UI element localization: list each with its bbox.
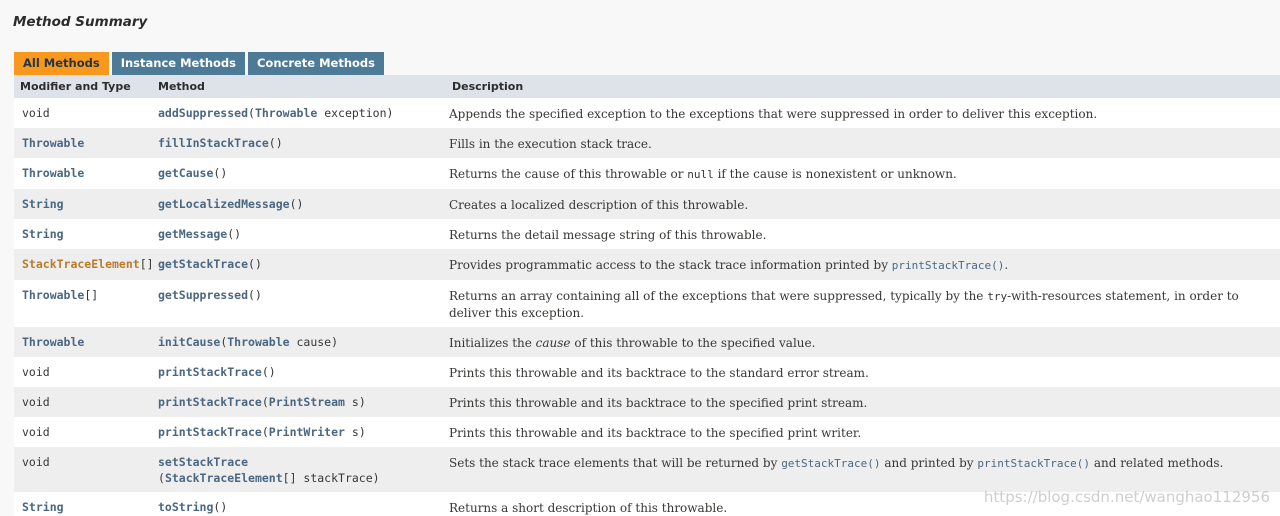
description-text: and printed by: [880, 456, 978, 470]
modifier-cell: [14, 189, 152, 219]
inline-code-link[interactable]: printStackTrace(): [891, 259, 1005, 272]
method-cell: [152, 128, 446, 158]
method-params: (): [261, 365, 276, 379]
modifier-type: void: [22, 455, 50, 469]
description-cell: [446, 219, 1280, 249]
description-text: -with-resources statement, in order to deliver this exception.: [449, 289, 1239, 320]
method-params: (: [158, 471, 165, 485]
array-suffix: []: [84, 288, 99, 302]
method-params: (): [268, 136, 283, 150]
description-cell: [446, 158, 1280, 189]
description-text: Prints this throwable and its backtrace to the standard error stream.: [449, 366, 869, 380]
method-link[interactable]: getSuppressed: [158, 288, 249, 302]
description-cell: [446, 280, 1280, 327]
watermark: https://blog.csdn.net/wanghao112956: [983, 488, 1270, 506]
method-cell: [152, 158, 446, 189]
table-row: [14, 158, 1280, 189]
modifier-cell: [14, 387, 152, 417]
inline-code-link[interactable]: getStackTrace(): [781, 457, 881, 470]
modifier-type-link[interactable]: Throwable: [22, 335, 85, 349]
column-header-method: Method: [158, 80, 205, 93]
description-text: Returns the detail message string of this throwable.: [449, 228, 767, 242]
table-row: [14, 327, 1280, 357]
modifier-type-link[interactable]: StackTraceElement: [22, 257, 140, 271]
method-link[interactable]: getCause: [158, 166, 214, 180]
section-title: Method Summary: [13, 14, 148, 30]
method-params: (: [261, 395, 269, 409]
description-cell: [446, 249, 1280, 280]
method-params: (): [213, 500, 228, 514]
description-text: .: [1004, 258, 1009, 272]
method-params: (): [227, 227, 242, 241]
tab-instance-methods[interactable]: Instance Methods: [112, 52, 245, 75]
description-text: Initializes the: [449, 336, 536, 350]
method-cell: [152, 387, 446, 417]
modifier-cell: [14, 158, 152, 189]
method-summary-table: [14, 75, 1280, 516]
method-link[interactable]: getLocalizedMessage: [158, 197, 290, 211]
method-params: exception): [317, 106, 394, 120]
table-row: [14, 249, 1280, 280]
description-text: Returns an array containing all of the exceptions that were suppressed, typically by the: [449, 289, 988, 303]
column-header-description: Description: [452, 80, 524, 93]
table-row: [14, 447, 1280, 492]
method-params: (): [248, 288, 262, 302]
table-row: [14, 98, 1280, 128]
modifier-type-link[interactable]: String: [22, 227, 64, 241]
description-text: if the cause is nonexistent or unknown.: [713, 167, 957, 181]
method-link[interactable]: getMessage: [158, 227, 228, 241]
table-row: [14, 387, 1280, 417]
method-link[interactable]: toString: [158, 500, 214, 514]
method-link[interactable]: getStackTrace: [158, 257, 249, 271]
method-link[interactable]: addSuppressed: [158, 106, 249, 120]
description-text: Sets the stack trace elements that will be returned by: [449, 456, 782, 470]
modifier-cell: [14, 327, 152, 357]
method-cell: [152, 189, 446, 219]
method-filter-tabs: [14, 52, 387, 75]
param-type-link[interactable]: PrintWriter: [268, 425, 345, 439]
description-text: Appends the specified exception to the exceptions that were suppressed in order to deliver this exception.: [449, 107, 1098, 121]
description-cell: [446, 387, 1280, 417]
method-link[interactable]: printStackTrace: [158, 395, 262, 409]
method-params: cause): [289, 335, 339, 349]
method-link[interactable]: printStackTrace: [158, 365, 262, 379]
method-cell: [152, 492, 446, 516]
table-header-row: [14, 75, 1280, 98]
param-type-link[interactable]: Throwable: [227, 335, 290, 349]
method-link[interactable]: printStackTrace: [158, 425, 262, 439]
modifier-cell: [14, 280, 152, 327]
method-cell: [152, 327, 446, 357]
inline-code-link[interactable]: printStackTrace(): [977, 457, 1090, 470]
tab-all-methods[interactable]: All Methods: [14, 52, 109, 75]
description-text: Fills in the execution stack trace.: [449, 137, 652, 151]
modifier-cell: [14, 249, 152, 280]
table-row: [14, 219, 1280, 249]
method-link[interactable]: initCause: [158, 335, 221, 349]
param-type-link[interactable]: Throwable: [254, 106, 318, 120]
modifier-cell: [14, 492, 152, 516]
method-params: (: [261, 425, 269, 439]
modifier-cell: [14, 417, 152, 447]
description-cell: [446, 417, 1280, 447]
method-params: s): [344, 425, 366, 439]
description-cell: [446, 357, 1280, 387]
description-text: Returns a short description of this throwable.: [449, 501, 728, 515]
param-type-link[interactable]: PrintStream: [268, 395, 345, 409]
column-header-modifier: Modifier and Type: [20, 80, 131, 93]
modifier-cell: [14, 98, 152, 128]
tab-concrete-methods[interactable]: Concrete Methods: [248, 52, 384, 75]
method-cell: [152, 280, 446, 327]
modifier-cell: [14, 357, 152, 387]
method-cell: [152, 249, 446, 280]
method-params: (): [289, 197, 304, 211]
modifier-type: void: [22, 395, 50, 409]
method-params: (: [220, 335, 228, 349]
method-params: [] stackTrace): [282, 471, 380, 485]
modifier-type-link[interactable]: String: [22, 500, 64, 514]
table-row: [14, 189, 1280, 219]
param-type-link[interactable]: StackTraceElement: [164, 471, 283, 485]
description-text: Creates a localized description of this throwable.: [449, 198, 749, 212]
inline-code: try: [987, 290, 1008, 303]
modifier-type-link[interactable]: Throwable: [22, 166, 85, 180]
method-params: (): [248, 257, 262, 271]
method-cell: [152, 417, 446, 447]
description-cell: [446, 98, 1280, 128]
method-link[interactable]: fillInStackTrace: [158, 136, 269, 150]
method-cell: [152, 357, 446, 387]
method-params: (): [213, 166, 228, 180]
description-cell: [446, 327, 1280, 357]
array-suffix: []: [139, 257, 154, 271]
inline-code: null: [687, 168, 714, 181]
method-cell: [152, 219, 446, 249]
modifier-cell: [14, 447, 152, 492]
method-cell: [152, 447, 446, 492]
description-text: Prints this throwable and its backtrace to the specified print writer.: [449, 426, 862, 440]
method-params: s): [344, 395, 366, 409]
modifier-cell: [14, 219, 152, 249]
description-text: Provides programmatic access to the stack trace information printed by: [449, 258, 892, 272]
description-cell: [446, 189, 1280, 219]
description-text: of this throwable to the specified value.: [570, 336, 816, 350]
modifier-type: void: [22, 425, 50, 439]
table-row: [14, 357, 1280, 387]
method-link[interactable]: setStackTrace: [158, 455, 249, 469]
modifier-type-link[interactable]: String: [22, 197, 64, 211]
modifier-type-link[interactable]: Throwable: [22, 288, 85, 302]
modifier-cell: [14, 128, 152, 158]
table-row: [14, 128, 1280, 158]
description-text: and related methods.: [1090, 456, 1224, 470]
emphasis-text: cause: [535, 336, 571, 350]
method-params: (: [248, 106, 255, 120]
modifier-type: void: [22, 106, 50, 120]
table-row: [14, 280, 1280, 327]
description-text: Returns the cause of this throwable or: [449, 167, 688, 181]
description-text: Prints this throwable and its backtrace to the specified print stream.: [449, 396, 868, 410]
modifier-type: void: [22, 365, 50, 379]
description-cell: [446, 447, 1280, 492]
description-cell: [446, 128, 1280, 158]
modifier-type-link[interactable]: Throwable: [22, 136, 85, 150]
table-row: [14, 417, 1280, 447]
method-cell: [152, 98, 446, 128]
